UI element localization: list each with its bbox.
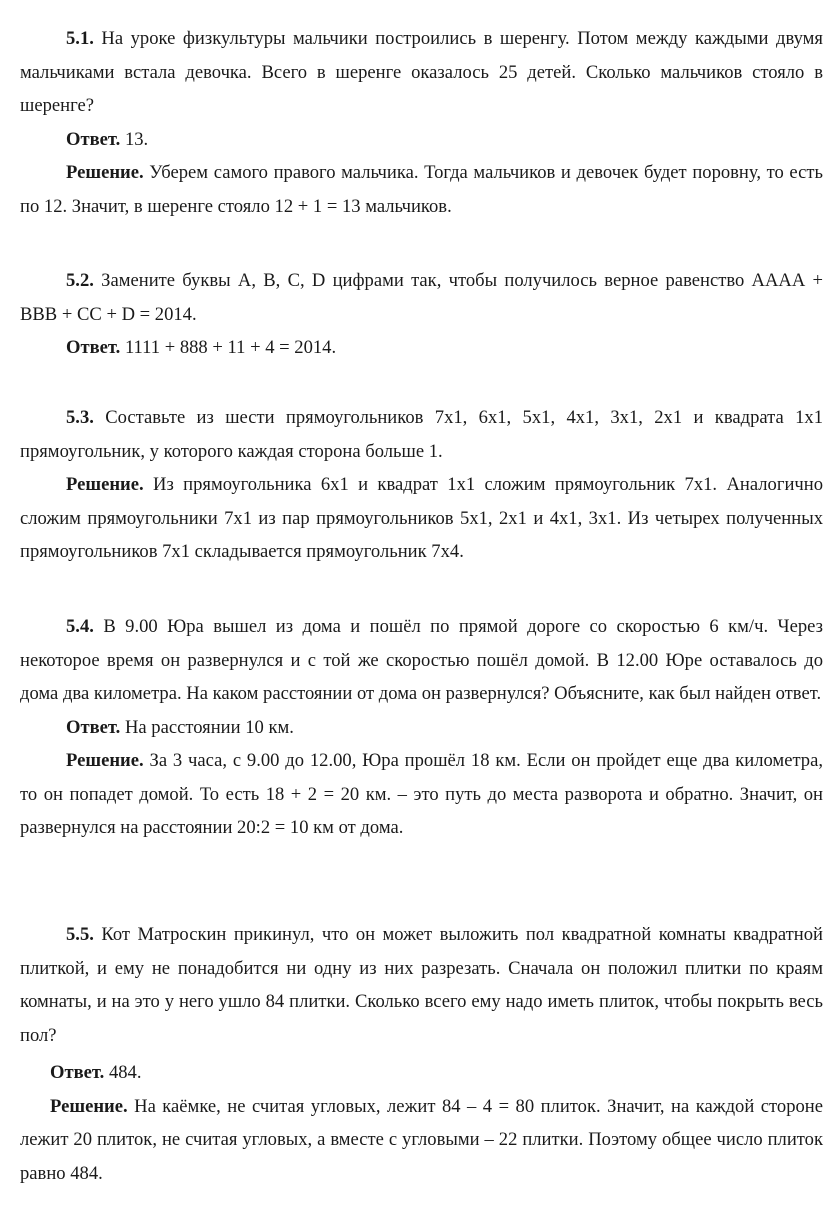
problem-text: Замените буквы А, В, С, D цифрами так, чтобы получилось верное равенство АААА + ВВВ + СС + D = 2014. xyxy=(20,270,823,325)
problem-number: 5.3. xyxy=(66,407,94,428)
problem-number: 5.5. xyxy=(66,924,94,945)
solution-text: Уберем самого правого мальчика. Тогда мальчиков и девочек будет поровну, то есть по 12. Значит, в шеренге стояло 12 + 1 = 13 мальчиков. xyxy=(20,162,823,217)
problem-statement xyxy=(20,610,823,711)
problem-text: В 9.00 Юра вышел из дома и пошёл по прямой дороге со скоростью 6 км/ч. Через некоторое время он развернулся и с той же скоростью пошёл домой. В 12.00 Юре оставалось до дома два километра. На каком расстоянии от дома он развернулся? Объясните, как был найден ответ. xyxy=(20,616,823,704)
problem-5-5 xyxy=(20,918,823,1190)
problem-text: Кот Матроскин прикинул, что он может выложить пол квадратной комнаты квадратной плиткой, и ему не понадобится ни одну из них разрезать. Сначала он положил плитки по краям комнаты, и на это у него ушло 84 плитки. Сколько всего ему надо иметь плиток, чтобы покрыть весь пол? xyxy=(20,924,823,1046)
problem-statement xyxy=(20,918,823,1052)
solution-paragraph xyxy=(20,744,823,845)
solution-text: За 3 часа, с 9.00 до 12.00, Юра прошёл 18 км. Если он пройдет еще два километра, то он попадет домой. То есть 18 + 2 = 20 км. – это путь до места разворота и обратно. Значит, он развернулся на расстоянии 20:2 = 10 км от дома. xyxy=(20,750,824,838)
answer-text: На расстоянии 10 км. xyxy=(124,716,294,738)
answer-label: Ответ. xyxy=(66,128,121,150)
problem-5-2 xyxy=(20,264,823,365)
problem-text: Составьте из шести прямоугольников 7х1, 6х1, 5х1, 4х1, 3х1, 2х1 и квадрата 1х1 прямоугольник, у которого каждая сторона больше 1. xyxy=(20,407,823,462)
solution-label: Решение. xyxy=(50,1095,128,1117)
problem-5-1 xyxy=(20,22,823,223)
answer-label: Ответ. xyxy=(66,337,121,358)
solution-text: Из прямоугольника 6х1 и квадрат 1х1 сложим прямоугольник 7х1. Аналогично сложим прямоугольники 7х1 из пар прямоугольников 5х1, 2х1 и 4х1, 3х1. Из четырех полученных прямоугольников 7х1 складывается прямоугольник 7х4. xyxy=(20,474,823,562)
answer-text: 13. xyxy=(124,128,149,150)
answer-line xyxy=(20,711,823,745)
problem-5-4 xyxy=(20,610,823,845)
solution-paragraph xyxy=(20,1090,823,1191)
problem-text: На уроке физкультуры мальчики построились в шеренгу. Потом между каждыми двумя мальчиками встала девочка. Всего в шеренге оказалось 25 детей. Сколько мальчиков стояло в шеренге? xyxy=(20,28,823,116)
problem-statement xyxy=(20,264,823,331)
solution-paragraph xyxy=(20,156,823,223)
problem-5-3 xyxy=(20,401,823,569)
answer-label: Ответ. xyxy=(66,716,121,738)
problem-number: 5.2. xyxy=(66,270,94,291)
solution-label: Решение. xyxy=(66,750,144,771)
problem-statement xyxy=(20,401,823,468)
problem-statement xyxy=(20,22,823,123)
answer-text: 1111 + 888 + 11 + 4 = 2014. xyxy=(124,337,337,358)
solution-paragraph xyxy=(20,468,823,569)
solution-label: Решение. xyxy=(66,474,144,495)
problem-number: 5.4. xyxy=(66,616,94,637)
problem-number: 5.1. xyxy=(66,28,94,49)
answer-text: 484. xyxy=(108,1062,142,1083)
answer-line xyxy=(20,331,823,365)
solution-text: На каёмке, не считая угловых, лежит 84 – 4 = 80 плиток. Значит, на каждой стороне лежит 20 плиток, не считая угловых, а вместе с угловыми – 22 плитки. Поэтому общее число плиток равно 484. xyxy=(20,1095,823,1184)
answer-line xyxy=(20,1056,823,1090)
solution-label: Решение. xyxy=(66,162,144,183)
answer-line xyxy=(20,123,823,157)
answer-label: Ответ. xyxy=(50,1062,105,1083)
